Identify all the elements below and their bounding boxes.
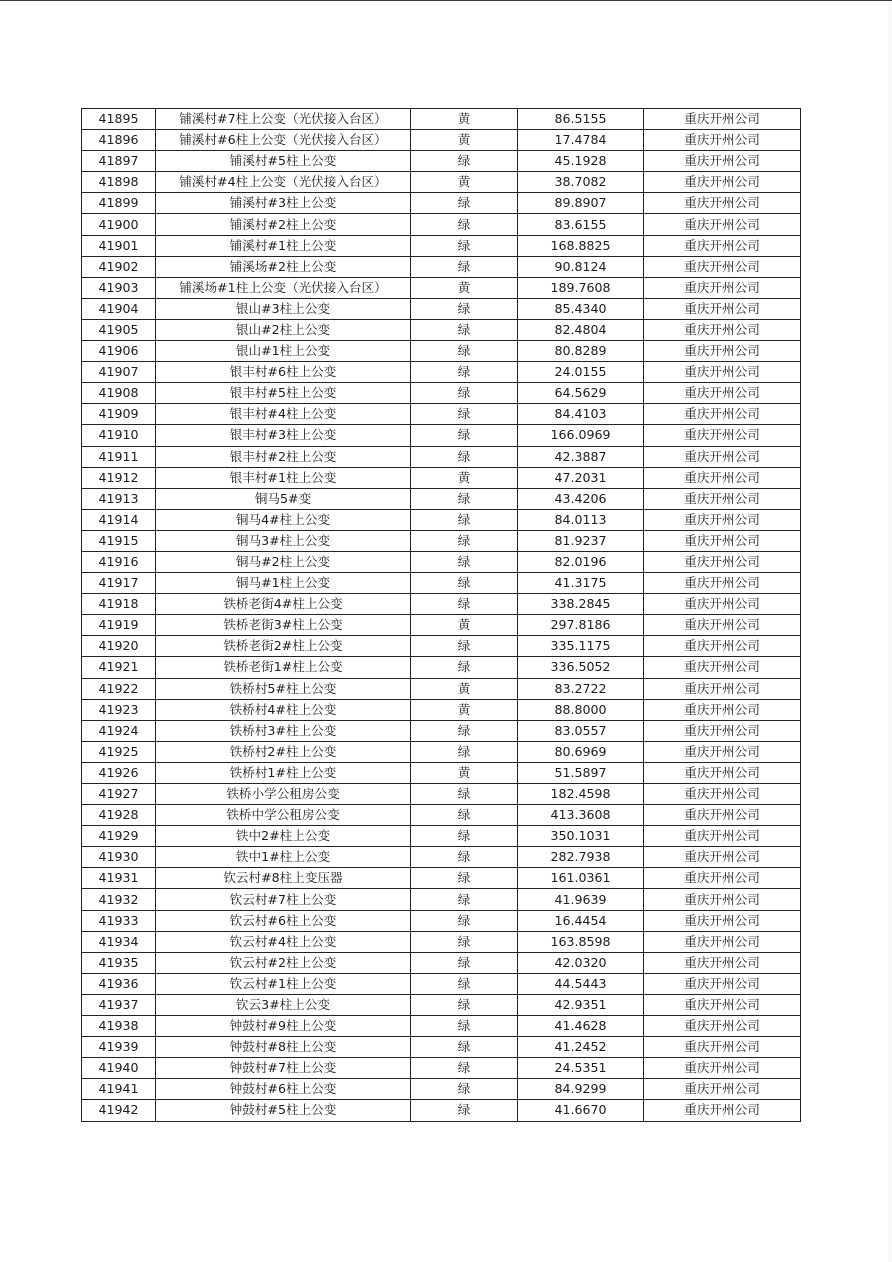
table-row xyxy=(82,446,801,467)
value-cell: 83.2722 xyxy=(518,678,644,699)
row-id-cell: 41925 xyxy=(82,741,156,762)
row-id-cell: 41901 xyxy=(82,235,156,256)
transformer-name-cell: 铁桥老街2#柱上公变 xyxy=(156,636,411,657)
status-cell: 绿 xyxy=(411,868,518,889)
status-cell: 绿 xyxy=(411,910,518,931)
table-row xyxy=(82,172,801,193)
status-cell: 绿 xyxy=(411,341,518,362)
status-cell: 绿 xyxy=(411,551,518,572)
company-cell: 重庆开州公司 xyxy=(644,404,801,425)
row-id-cell: 41906 xyxy=(82,341,156,362)
transformer-name-cell: 铜马4#柱上公变 xyxy=(156,509,411,530)
company-cell: 重庆开州公司 xyxy=(644,109,801,130)
value-cell: 83.6155 xyxy=(518,214,644,235)
value-cell: 81.9237 xyxy=(518,530,644,551)
transformer-name-cell: 钟鼓村#6柱上公变 xyxy=(156,1079,411,1100)
status-cell: 绿 xyxy=(411,256,518,277)
transformer-name-cell: 铁桥村2#柱上公变 xyxy=(156,741,411,762)
row-id-cell: 41932 xyxy=(82,889,156,910)
row-id-cell: 41937 xyxy=(82,994,156,1015)
value-cell: 168.8825 xyxy=(518,235,644,256)
transformer-name-cell: 铜马3#柱上公变 xyxy=(156,530,411,551)
row-id-cell: 41909 xyxy=(82,404,156,425)
row-id-cell: 41902 xyxy=(82,256,156,277)
row-id-cell: 41930 xyxy=(82,847,156,868)
value-cell: 41.2452 xyxy=(518,1037,644,1058)
table-row xyxy=(82,826,801,847)
company-cell: 重庆开州公司 xyxy=(644,341,801,362)
company-cell: 重庆开州公司 xyxy=(644,319,801,340)
table-row xyxy=(82,235,801,256)
status-cell: 绿 xyxy=(411,404,518,425)
row-id-cell: 41897 xyxy=(82,151,156,172)
company-cell: 重庆开州公司 xyxy=(644,256,801,277)
company-cell: 重庆开州公司 xyxy=(644,425,801,446)
table-row xyxy=(82,193,801,214)
table-row xyxy=(82,509,801,530)
value-cell: 41.9639 xyxy=(518,889,644,910)
value-cell: 413.3608 xyxy=(518,805,644,826)
status-cell: 黄 xyxy=(411,678,518,699)
table-row xyxy=(82,573,801,594)
row-id-cell: 41896 xyxy=(82,130,156,151)
company-cell: 重庆开州公司 xyxy=(644,973,801,994)
row-id-cell: 41895 xyxy=(82,109,156,130)
transformer-name-cell: 铁桥老街4#柱上公变 xyxy=(156,594,411,615)
table-row xyxy=(82,467,801,488)
value-cell: 350.1031 xyxy=(518,826,644,847)
transformer-name-cell: 银丰村#2柱上公变 xyxy=(156,446,411,467)
status-cell: 黄 xyxy=(411,130,518,151)
company-cell: 重庆开州公司 xyxy=(644,446,801,467)
table-row xyxy=(82,720,801,741)
company-cell: 重庆开州公司 xyxy=(644,214,801,235)
row-id-cell: 41926 xyxy=(82,762,156,783)
status-cell: 绿 xyxy=(411,594,518,615)
status-cell: 绿 xyxy=(411,214,518,235)
row-id-cell: 41938 xyxy=(82,1016,156,1037)
status-cell: 绿 xyxy=(411,931,518,952)
table-row xyxy=(82,973,801,994)
status-cell: 绿 xyxy=(411,446,518,467)
company-cell: 重庆开州公司 xyxy=(644,699,801,720)
value-cell: 84.4103 xyxy=(518,404,644,425)
transformer-data-table xyxy=(81,108,801,1122)
table-row xyxy=(82,910,801,931)
status-cell: 绿 xyxy=(411,362,518,383)
value-cell: 88.8000 xyxy=(518,699,644,720)
transformer-name-cell: 钟鼓村#9柱上公变 xyxy=(156,1016,411,1037)
table-row xyxy=(82,847,801,868)
status-cell: 黄 xyxy=(411,615,518,636)
table-row xyxy=(82,214,801,235)
transformer-name-cell: 铁桥老街1#柱上公变 xyxy=(156,657,411,678)
status-cell: 绿 xyxy=(411,636,518,657)
transformer-name-cell: 铺溪村#6柱上公变（光伏接入台区） xyxy=(156,130,411,151)
status-cell: 绿 xyxy=(411,952,518,973)
status-cell: 绿 xyxy=(411,530,518,551)
table-row xyxy=(82,678,801,699)
table-row xyxy=(82,277,801,298)
transformer-name-cell: 铺溪场#1柱上公变（光伏接入台区） xyxy=(156,277,411,298)
company-cell: 重庆开州公司 xyxy=(644,151,801,172)
transformer-name-cell: 铁中2#柱上公变 xyxy=(156,826,411,847)
status-cell: 绿 xyxy=(411,826,518,847)
row-id-cell: 41928 xyxy=(82,805,156,826)
transformer-name-cell: 钦云村#1柱上公变 xyxy=(156,973,411,994)
company-cell: 重庆开州公司 xyxy=(644,615,801,636)
transformer-name-cell: 铺溪村#7柱上公变（光伏接入台区） xyxy=(156,109,411,130)
value-cell: 189.7608 xyxy=(518,277,644,298)
transformer-name-cell: 钦云村#6柱上公变 xyxy=(156,910,411,931)
table-row xyxy=(82,256,801,277)
company-cell: 重庆开州公司 xyxy=(644,573,801,594)
value-cell: 297.8186 xyxy=(518,615,644,636)
row-id-cell: 41934 xyxy=(82,931,156,952)
row-id-cell: 41911 xyxy=(82,446,156,467)
company-cell: 重庆开州公司 xyxy=(644,1037,801,1058)
value-cell: 82.4804 xyxy=(518,319,644,340)
table-row xyxy=(82,1037,801,1058)
row-id-cell: 41898 xyxy=(82,172,156,193)
transformer-name-cell: 铁桥村1#柱上公变 xyxy=(156,762,411,783)
status-cell: 绿 xyxy=(411,573,518,594)
value-cell: 64.5629 xyxy=(518,383,644,404)
company-cell: 重庆开州公司 xyxy=(644,636,801,657)
row-id-cell: 41941 xyxy=(82,1079,156,1100)
row-id-cell: 41915 xyxy=(82,530,156,551)
table-row xyxy=(82,805,801,826)
value-cell: 45.1928 xyxy=(518,151,644,172)
value-cell: 24.5351 xyxy=(518,1058,644,1079)
page-right-edge xyxy=(888,1,892,1262)
transformer-name-cell: 银山#2柱上公变 xyxy=(156,319,411,340)
table-row xyxy=(82,594,801,615)
table-row xyxy=(82,1100,801,1121)
company-cell: 重庆开州公司 xyxy=(644,931,801,952)
value-cell: 42.0320 xyxy=(518,952,644,973)
status-cell: 绿 xyxy=(411,973,518,994)
value-cell: 84.9299 xyxy=(518,1079,644,1100)
table-row xyxy=(82,530,801,551)
value-cell: 41.6670 xyxy=(518,1100,644,1121)
row-id-cell: 41918 xyxy=(82,594,156,615)
transformer-name-cell: 钦云村#7柱上公变 xyxy=(156,889,411,910)
status-cell: 绿 xyxy=(411,425,518,446)
value-cell: 80.6969 xyxy=(518,741,644,762)
row-id-cell: 41917 xyxy=(82,573,156,594)
company-cell: 重庆开州公司 xyxy=(644,298,801,319)
company-cell: 重庆开州公司 xyxy=(644,720,801,741)
row-id-cell: 41920 xyxy=(82,636,156,657)
value-cell: 80.8289 xyxy=(518,341,644,362)
table-row xyxy=(82,994,801,1015)
status-cell: 黄 xyxy=(411,699,518,720)
transformer-name-cell: 铺溪场#2柱上公变 xyxy=(156,256,411,277)
status-cell: 绿 xyxy=(411,847,518,868)
status-cell: 黄 xyxy=(411,467,518,488)
transformer-name-cell: 铁桥村4#柱上公变 xyxy=(156,699,411,720)
row-id-cell: 41939 xyxy=(82,1037,156,1058)
value-cell: 41.3175 xyxy=(518,573,644,594)
row-id-cell: 41922 xyxy=(82,678,156,699)
status-cell: 绿 xyxy=(411,383,518,404)
company-cell: 重庆开州公司 xyxy=(644,741,801,762)
value-cell: 90.8124 xyxy=(518,256,644,277)
value-cell: 182.4598 xyxy=(518,784,644,805)
status-cell: 绿 xyxy=(411,1100,518,1121)
status-cell: 绿 xyxy=(411,805,518,826)
transformer-name-cell: 铺溪村#3柱上公变 xyxy=(156,193,411,214)
value-cell: 38.7082 xyxy=(518,172,644,193)
status-cell: 绿 xyxy=(411,319,518,340)
row-id-cell: 41910 xyxy=(82,425,156,446)
status-cell: 绿 xyxy=(411,889,518,910)
transformer-name-cell: 钦云村#2柱上公变 xyxy=(156,952,411,973)
status-cell: 绿 xyxy=(411,509,518,530)
transformer-name-cell: 铁中1#柱上公变 xyxy=(156,847,411,868)
transformer-name-cell: 钦云村#4柱上公变 xyxy=(156,931,411,952)
table-row xyxy=(82,636,801,657)
status-cell: 绿 xyxy=(411,994,518,1015)
company-cell: 重庆开州公司 xyxy=(644,1016,801,1037)
value-cell: 41.4628 xyxy=(518,1016,644,1037)
page-top-rule xyxy=(0,0,892,1)
value-cell: 161.0361 xyxy=(518,868,644,889)
transformer-name-cell: 铺溪村#1柱上公变 xyxy=(156,235,411,256)
status-cell: 绿 xyxy=(411,193,518,214)
company-cell: 重庆开州公司 xyxy=(644,952,801,973)
transformer-name-cell: 铁桥老街3#柱上公变 xyxy=(156,615,411,636)
row-id-cell: 41933 xyxy=(82,910,156,931)
value-cell: 84.0113 xyxy=(518,509,644,530)
row-id-cell: 41916 xyxy=(82,551,156,572)
table-row xyxy=(82,889,801,910)
transformer-name-cell: 银丰村#1柱上公变 xyxy=(156,467,411,488)
row-id-cell: 41923 xyxy=(82,699,156,720)
company-cell: 重庆开州公司 xyxy=(644,235,801,256)
row-id-cell: 41900 xyxy=(82,214,156,235)
transformer-name-cell: 银山#1柱上公变 xyxy=(156,341,411,362)
company-cell: 重庆开州公司 xyxy=(644,1058,801,1079)
status-cell: 绿 xyxy=(411,235,518,256)
status-cell: 绿 xyxy=(411,741,518,762)
transformer-name-cell: 铁桥中学公租房公变 xyxy=(156,805,411,826)
table-row xyxy=(82,952,801,973)
company-cell: 重庆开州公司 xyxy=(644,130,801,151)
company-cell: 重庆开州公司 xyxy=(644,277,801,298)
value-cell: 89.8907 xyxy=(518,193,644,214)
value-cell: 338.2845 xyxy=(518,594,644,615)
company-cell: 重庆开州公司 xyxy=(644,488,801,509)
status-cell: 黄 xyxy=(411,762,518,783)
table-body xyxy=(82,109,801,1122)
company-cell: 重庆开州公司 xyxy=(644,910,801,931)
table-row xyxy=(82,1079,801,1100)
status-cell: 黄 xyxy=(411,277,518,298)
status-cell: 绿 xyxy=(411,1079,518,1100)
transformer-name-cell: 铺溪村#5柱上公变 xyxy=(156,151,411,172)
row-id-cell: 41931 xyxy=(82,868,156,889)
table-row xyxy=(82,657,801,678)
status-cell: 绿 xyxy=(411,1037,518,1058)
company-cell: 重庆开州公司 xyxy=(644,847,801,868)
row-id-cell: 41940 xyxy=(82,1058,156,1079)
table-row xyxy=(82,1016,801,1037)
transformer-name-cell: 铁桥小学公租房公变 xyxy=(156,784,411,805)
status-cell: 绿 xyxy=(411,488,518,509)
row-id-cell: 41935 xyxy=(82,952,156,973)
value-cell: 43.4206 xyxy=(518,488,644,509)
company-cell: 重庆开州公司 xyxy=(644,383,801,404)
transformer-name-cell: 钦云3#柱上公变 xyxy=(156,994,411,1015)
row-id-cell: 41924 xyxy=(82,720,156,741)
status-cell: 绿 xyxy=(411,1058,518,1079)
transformer-name-cell: 铺溪村#4柱上公变（光伏接入台区） xyxy=(156,172,411,193)
company-cell: 重庆开州公司 xyxy=(644,362,801,383)
table-row xyxy=(82,868,801,889)
table-row xyxy=(82,699,801,720)
company-cell: 重庆开州公司 xyxy=(644,1079,801,1100)
company-cell: 重庆开州公司 xyxy=(644,868,801,889)
value-cell: 282.7938 xyxy=(518,847,644,868)
table-row xyxy=(82,425,801,446)
transformer-name-cell: 银丰村#5柱上公变 xyxy=(156,383,411,404)
transformer-name-cell: 银丰村#3柱上公变 xyxy=(156,425,411,446)
row-id-cell: 41936 xyxy=(82,973,156,994)
company-cell: 重庆开州公司 xyxy=(644,889,801,910)
table-row xyxy=(82,130,801,151)
transformer-name-cell: 铜马5#变 xyxy=(156,488,411,509)
status-cell: 黄 xyxy=(411,172,518,193)
transformer-name-cell: 钟鼓村#5柱上公变 xyxy=(156,1100,411,1121)
company-cell: 重庆开州公司 xyxy=(644,994,801,1015)
row-id-cell: 41903 xyxy=(82,277,156,298)
company-cell: 重庆开州公司 xyxy=(644,509,801,530)
row-id-cell: 41907 xyxy=(82,362,156,383)
table-row xyxy=(82,931,801,952)
status-cell: 绿 xyxy=(411,657,518,678)
value-cell: 336.5052 xyxy=(518,657,644,678)
value-cell: 166.0969 xyxy=(518,425,644,446)
company-cell: 重庆开州公司 xyxy=(644,467,801,488)
table-row xyxy=(82,383,801,404)
table-row xyxy=(82,784,801,805)
row-id-cell: 41908 xyxy=(82,383,156,404)
row-id-cell: 41921 xyxy=(82,657,156,678)
value-cell: 83.0557 xyxy=(518,720,644,741)
transformer-name-cell: 银山#3柱上公变 xyxy=(156,298,411,319)
table-row xyxy=(82,488,801,509)
status-cell: 绿 xyxy=(411,298,518,319)
company-cell: 重庆开州公司 xyxy=(644,657,801,678)
value-cell: 42.9351 xyxy=(518,994,644,1015)
company-cell: 重庆开州公司 xyxy=(644,762,801,783)
table-row xyxy=(82,741,801,762)
row-id-cell: 41912 xyxy=(82,467,156,488)
company-cell: 重庆开州公司 xyxy=(644,193,801,214)
row-id-cell: 41929 xyxy=(82,826,156,847)
value-cell: 17.4784 xyxy=(518,130,644,151)
transformer-name-cell: 铺溪村#2柱上公变 xyxy=(156,214,411,235)
table-row xyxy=(82,551,801,572)
table-row xyxy=(82,298,801,319)
value-cell: 44.5443 xyxy=(518,973,644,994)
row-id-cell: 41927 xyxy=(82,784,156,805)
company-cell: 重庆开州公司 xyxy=(644,530,801,551)
table-row xyxy=(82,362,801,383)
company-cell: 重庆开州公司 xyxy=(644,805,801,826)
table-row xyxy=(82,1058,801,1079)
transformer-name-cell: 银丰村#4柱上公变 xyxy=(156,404,411,425)
transformer-name-cell: 钟鼓村#7柱上公变 xyxy=(156,1058,411,1079)
value-cell: 42.3887 xyxy=(518,446,644,467)
value-cell: 85.4340 xyxy=(518,298,644,319)
table-row xyxy=(82,341,801,362)
table-row xyxy=(82,109,801,130)
row-id-cell: 41904 xyxy=(82,298,156,319)
status-cell: 绿 xyxy=(411,784,518,805)
table-row xyxy=(82,319,801,340)
company-cell: 重庆开州公司 xyxy=(644,594,801,615)
transformer-name-cell: 钦云村#8柱上变压器 xyxy=(156,868,411,889)
transformer-name-cell: 铜马#2柱上公变 xyxy=(156,551,411,572)
company-cell: 重庆开州公司 xyxy=(644,826,801,847)
table-row xyxy=(82,404,801,425)
row-id-cell: 41899 xyxy=(82,193,156,214)
value-cell: 16.4454 xyxy=(518,910,644,931)
value-cell: 335.1175 xyxy=(518,636,644,657)
transformer-name-cell: 银丰村#6柱上公变 xyxy=(156,362,411,383)
row-id-cell: 41942 xyxy=(82,1100,156,1121)
status-cell: 绿 xyxy=(411,151,518,172)
table-row xyxy=(82,151,801,172)
row-id-cell: 41914 xyxy=(82,509,156,530)
status-cell: 黄 xyxy=(411,109,518,130)
value-cell: 163.8598 xyxy=(518,931,644,952)
transformer-name-cell: 钟鼓村#8柱上公变 xyxy=(156,1037,411,1058)
transformer-name-cell: 铁桥村3#柱上公变 xyxy=(156,720,411,741)
row-id-cell: 41905 xyxy=(82,319,156,340)
row-id-cell: 41913 xyxy=(82,488,156,509)
transformer-name-cell: 铁桥村5#柱上公变 xyxy=(156,678,411,699)
value-cell: 47.2031 xyxy=(518,467,644,488)
status-cell: 绿 xyxy=(411,720,518,741)
table-row xyxy=(82,615,801,636)
table-row xyxy=(82,762,801,783)
status-cell: 绿 xyxy=(411,1016,518,1037)
company-cell: 重庆开州公司 xyxy=(644,172,801,193)
value-cell: 82.0196 xyxy=(518,551,644,572)
company-cell: 重庆开州公司 xyxy=(644,784,801,805)
company-cell: 重庆开州公司 xyxy=(644,678,801,699)
value-cell: 24.0155 xyxy=(518,362,644,383)
value-cell: 86.5155 xyxy=(518,109,644,130)
company-cell: 重庆开州公司 xyxy=(644,1100,801,1121)
company-cell: 重庆开州公司 xyxy=(644,551,801,572)
row-id-cell: 41919 xyxy=(82,615,156,636)
transformer-name-cell: 铜马#1柱上公变 xyxy=(156,573,411,594)
value-cell: 51.5897 xyxy=(518,762,644,783)
